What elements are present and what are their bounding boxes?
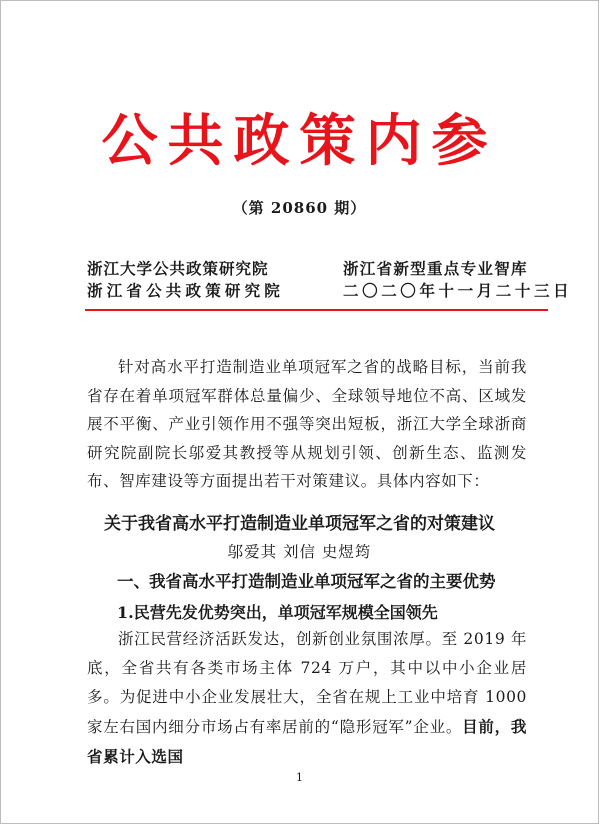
section-number: 一、 (117, 572, 150, 591)
section-heading-text: 我省高水平打造制造业单项冠军之省的主要优势 (149, 572, 496, 591)
masthead-title: 公共政策内参 (101, 108, 498, 174)
institution-left-line1: 浙江大学公共政策研究院 (87, 259, 269, 278)
issue-number: （第 20860 期） (232, 199, 367, 217)
institution-left-line2: 浙江省公共政策研究院 (87, 281, 285, 300)
institution-right-line1: 浙江省新型重点专业智库 (343, 259, 528, 278)
authors-line: 邬爱其 刘信 史煜筠 (227, 543, 372, 561)
publication-date: 二〇二〇年十一月二十三日 (343, 281, 573, 300)
body-paragraph-text: 浙江民营经济活跃发达，创新创业氛围浓厚。至 2019 年底，全省共有各类市场主体 724 万户，其中以中小企业居多。为促进中小企业发展壮大，全省在规上工业中培育 1000 家左右国内细分市场占有率居前的“隐形冠军”企业。 (87, 630, 527, 736)
intro-paragraph: 针对高水平打造制造业单项冠军之省的战略目标，当前我省存在着单项冠军群体总量偏少、全球领导地位不高、区域发展不平衡、产业引领作用不强等突出短板，浙江大学全球浙商研究院副院长邬爱其教授等从规划引领、创新生态、监测发布、智库建设等方面提出若干对策建议。具体内容如下： (87, 358, 527, 491)
body-paragraph-bold: 目前，我省累计入选国 (87, 717, 528, 766)
header-divider (85, 309, 548, 311)
document-title: 关于我省高水平打造制造业单项冠军之省的对策建议 (104, 514, 495, 534)
body-paragraph (87, 625, 527, 772)
section-heading (117, 570, 496, 594)
page-number: 1 (296, 771, 303, 784)
subsection-heading: 1.民营先发优势突出，单项冠军规模全国领先 (117, 603, 438, 622)
